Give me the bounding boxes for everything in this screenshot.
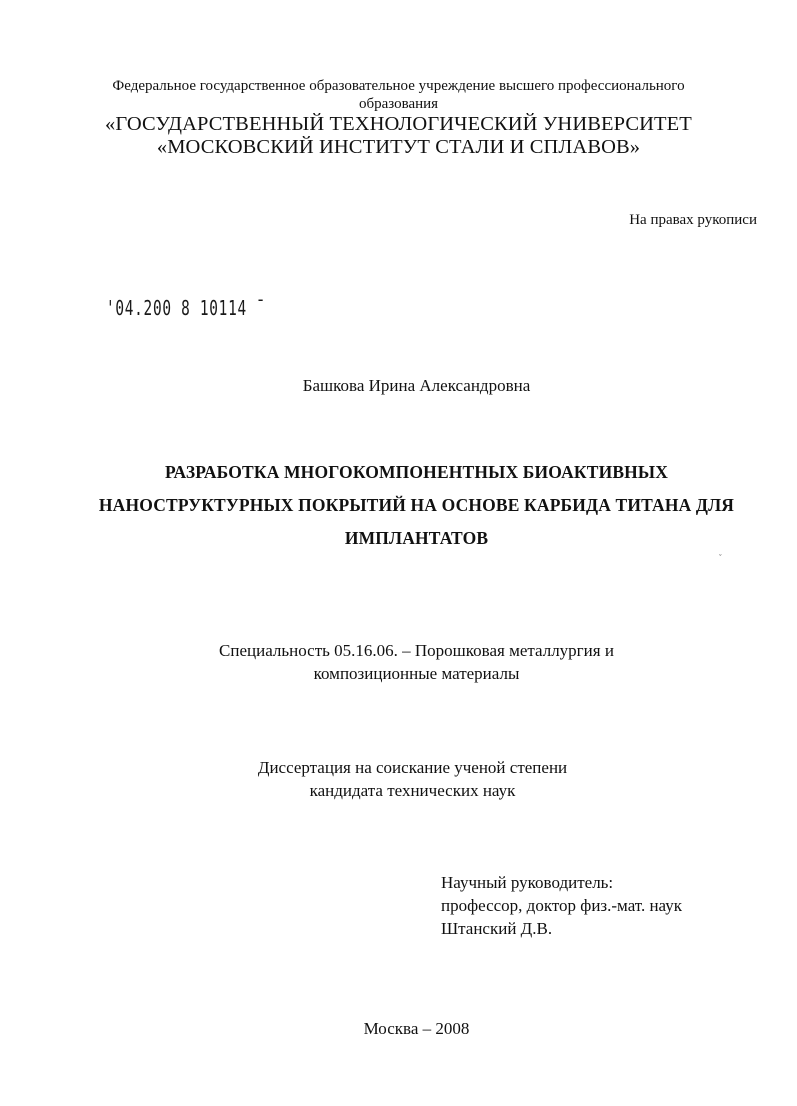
institution-line-2: образования (358, 96, 439, 112)
stamp-number: '04.200 8 10114 ˉ (106, 296, 266, 320)
dissertation-type-line-1: Диссертация на соискание ученой степени (257, 758, 568, 777)
dissertation-title-line-3: ИМПЛАНТАТОВ (344, 528, 489, 548)
dissertation-type-line-2: кандидата технических наук (309, 781, 516, 800)
university-name-line-1: «ГОСУДАРСТВЕННЫЙ ТЕХНОЛОГИЧЕСКИЙ УНИВЕРСИТЕТ (105, 113, 692, 135)
institution-line-1: Федеральное государственное образовательное учреждение высшего профессионального (112, 78, 685, 94)
advisor-label: Научный руководитель: (441, 873, 614, 892)
city-year: Москва – 2008 (363, 1019, 470, 1038)
rights-note: На правах рукописи (629, 212, 757, 228)
author-name: Башкова Ирина Александровна (302, 376, 531, 395)
university-name-line-2: «МОСКОВСКИЙ ИНСТИТУТ СТАЛИ И СПЛАВОВ» (156, 136, 641, 158)
scan-speck: ˇ (719, 553, 722, 562)
dissertation-title-line-2: НАНОСТРУКТУРНЫХ ПОКРЫТИЙ НА ОСНОВЕ КАРБИДА ТИТАНА ДЛЯ (98, 495, 735, 515)
dissertation-title-line-1: РАЗРАБОТКА МНОГОКОМПОНЕНТНЫХ БИОАКТИВНЫХ (164, 462, 669, 482)
advisor-name: Штанский Д.В. (441, 919, 553, 938)
specialty-line-1: Специальность 05.16.06. – Порошковая металлургия и (219, 641, 614, 660)
advisor-degree: профессор, доктор физ.-мат. наук (441, 896, 682, 915)
specialty-line-2: композиционные материалы (313, 664, 520, 683)
